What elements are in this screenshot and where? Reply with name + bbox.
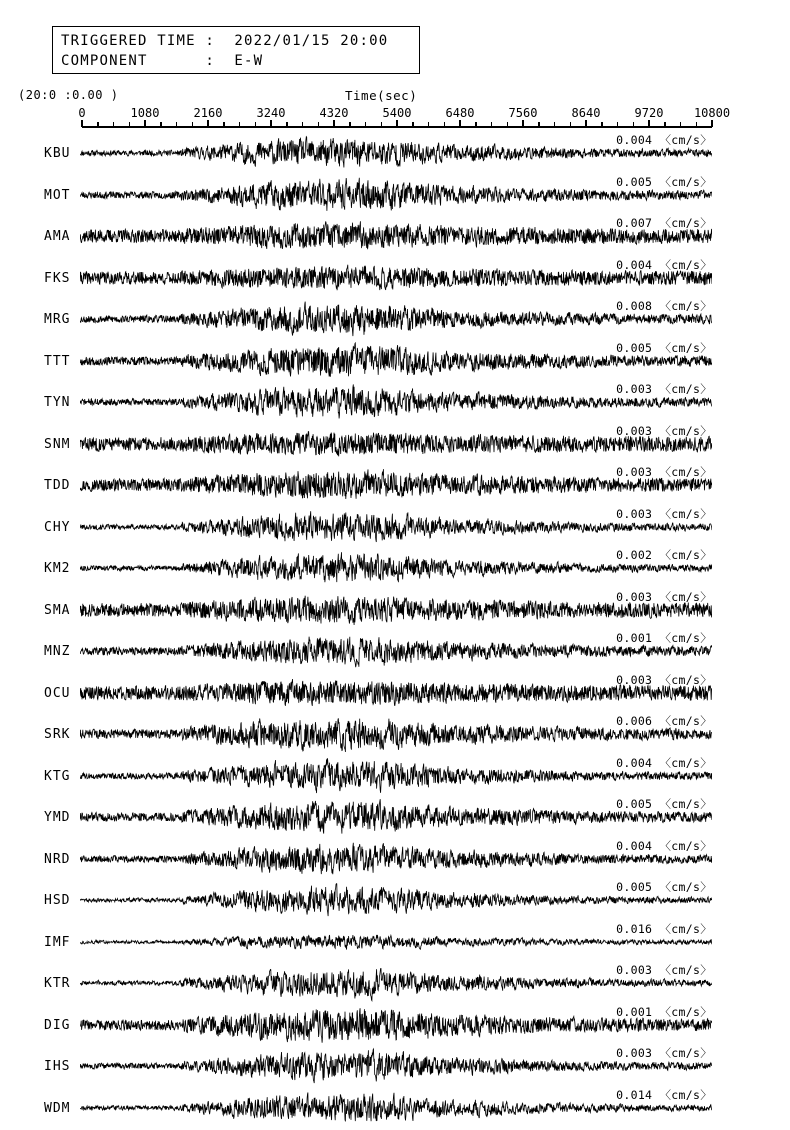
trace-waveform <box>80 383 712 424</box>
trace-station-label: KTG <box>44 769 70 784</box>
trace-station-label: TYN <box>44 395 70 410</box>
axis-tick-label: 4320 <box>320 106 349 120</box>
axis-minor-tick <box>239 122 241 127</box>
trace-station-label: TTT <box>44 354 70 369</box>
trace-row <box>0 508 790 550</box>
axis-minor-tick <box>255 122 257 127</box>
trace-amplitude-label: 0.005 〈cm/s〉 <box>616 796 712 812</box>
axis-tick-label: 0 <box>78 106 85 120</box>
axis-tick-label: 10800 <box>694 106 730 120</box>
axis-minor-tick <box>113 122 115 127</box>
trace-row <box>0 840 790 882</box>
axis-minor-tick <box>97 122 99 127</box>
component-line: COMPONENT : E-W <box>61 51 411 71</box>
trace-waveform <box>80 840 712 881</box>
trace-waveform <box>80 964 712 1005</box>
axis-tick-labels <box>0 106 790 122</box>
trace-station-label: HSD <box>44 893 70 908</box>
trace-waveform <box>80 342 712 383</box>
trace-row <box>0 134 790 176</box>
trace-station-label: SMA <box>44 603 70 618</box>
trace-station-label: MRG <box>44 312 70 327</box>
trace-station-label: MOT <box>44 188 70 203</box>
trace-waveform <box>80 1006 712 1047</box>
trace-amplitude-label: 0.005 〈cm/s〉 <box>616 174 712 190</box>
trace-list <box>0 134 790 1130</box>
axis-title: Time(sec) <box>345 88 417 103</box>
trace-amplitude-label: 0.002 〈cm/s〉 <box>616 547 712 563</box>
trace-station-label: FKS <box>44 271 70 286</box>
axis-tick-label: 1080 <box>131 106 160 120</box>
axis-tick-mark <box>648 120 650 127</box>
triggered-time-line: TRIGGERED TIME : 2022/01/15 20:00 <box>61 31 411 51</box>
trace-row <box>0 674 790 716</box>
trace-amplitude-label: 0.001 〈cm/s〉 <box>616 1004 712 1020</box>
trace-waveform <box>80 176 712 217</box>
axis-tick-mark <box>522 120 524 127</box>
trace-waveform <box>80 549 712 590</box>
trace-waveform <box>80 259 712 300</box>
trace-amplitude-label: 0.016 〈cm/s〉 <box>616 921 712 937</box>
trace-amplitude-label: 0.003 〈cm/s〉 <box>616 381 712 397</box>
axis-tick-mark <box>270 120 272 127</box>
axis-minor-tick <box>412 122 414 127</box>
axis-minor-tick <box>302 122 304 127</box>
trace-waveform <box>80 1089 712 1130</box>
axis-minor-tick <box>680 122 682 127</box>
trace-amplitude-label: 0.003 〈cm/s〉 <box>616 423 712 439</box>
trace-amplitude-label: 0.004 〈cm/s〉 <box>616 132 712 148</box>
trace-row <box>0 1006 790 1048</box>
trace-amplitude-label: 0.004 〈cm/s〉 <box>616 838 712 854</box>
trace-row <box>0 549 790 591</box>
trace-amplitude-label: 0.003 〈cm/s〉 <box>616 589 712 605</box>
trace-station-label: SNM <box>44 437 70 452</box>
trace-waveform <box>80 425 712 466</box>
trace-row <box>0 757 790 799</box>
trace-amplitude-label: 0.004 〈cm/s〉 <box>616 257 712 273</box>
trace-waveform <box>80 757 712 798</box>
trace-row <box>0 466 790 508</box>
axis-minor-tick <box>444 122 446 127</box>
trace-row <box>0 591 790 633</box>
axis-tick-mark <box>396 120 398 127</box>
trace-row <box>0 923 790 965</box>
trace-amplitude-label: 0.014 〈cm/s〉 <box>616 1087 712 1103</box>
axis-minor-tick <box>475 122 477 127</box>
trace-amplitude-label: 0.005 〈cm/s〉 <box>616 879 712 895</box>
trace-waveform <box>80 674 712 715</box>
trace-station-label: KM2 <box>44 561 70 576</box>
trace-amplitude-label: 0.006 〈cm/s〉 <box>616 713 712 729</box>
axis-minor-tick <box>318 122 320 127</box>
trace-waveform <box>80 1047 712 1088</box>
trace-waveform <box>80 134 712 175</box>
axis-minor-tick <box>286 122 288 127</box>
trace-row <box>0 425 790 467</box>
trace-row <box>0 1089 790 1130</box>
axis-minor-tick <box>176 122 178 127</box>
trace-station-label: TDD <box>44 478 70 493</box>
trace-station-label: KBU <box>44 146 70 161</box>
axis-tick-label: 9720 <box>635 106 664 120</box>
axis-minor-tick <box>554 122 556 127</box>
axis-minor-tick <box>601 122 603 127</box>
trace-row <box>0 798 790 840</box>
axis-minor-tick <box>192 122 194 127</box>
trace-row <box>0 964 790 1006</box>
trace-amplitude-label: 0.003 〈cm/s〉 <box>616 464 712 480</box>
axis-tick-label: 2160 <box>194 106 223 120</box>
axis-minor-tick <box>617 122 619 127</box>
axis-start-time-label: (20:0 :0.00 ) <box>18 88 118 102</box>
trace-waveform <box>80 508 712 549</box>
trace-amplitude-label: 0.001 〈cm/s〉 <box>616 630 712 646</box>
trace-amplitude-label: 0.004 〈cm/s〉 <box>616 755 712 771</box>
trace-row <box>0 1047 790 1089</box>
trace-row <box>0 259 790 301</box>
axis-tick-label: 6480 <box>446 106 475 120</box>
axis-minor-tick <box>381 122 383 127</box>
trace-station-label: DIG <box>44 1018 70 1033</box>
axis-minor-tick <box>428 122 430 127</box>
axis-tick-mark <box>207 120 209 127</box>
axis-minor-tick <box>696 122 698 127</box>
axis-tick-label: 7560 <box>509 106 538 120</box>
trace-amplitude-label: 0.003 〈cm/s〉 <box>616 506 712 522</box>
trace-station-label: AMA <box>44 229 70 244</box>
axis-tick-mark <box>585 120 587 127</box>
axis-minor-tick <box>491 122 493 127</box>
trace-amplitude-label: 0.008 〈cm/s〉 <box>616 298 712 314</box>
axis-tick-mark <box>81 120 83 127</box>
trace-station-label: YMD <box>44 810 70 825</box>
axis-minor-tick <box>160 122 162 127</box>
axis-tick-mark <box>711 120 713 127</box>
trace-waveform <box>80 300 712 341</box>
trace-station-label: OCU <box>44 686 70 701</box>
trace-station-label: IHS <box>44 1059 70 1074</box>
axis-tick-mark <box>333 120 335 127</box>
trace-waveform <box>80 923 712 964</box>
axis-minor-tick <box>664 122 666 127</box>
axis-minor-tick <box>507 122 509 127</box>
trace-waveform <box>80 881 712 922</box>
trace-station-label: MNZ <box>44 644 70 659</box>
axis-minor-tick <box>349 122 351 127</box>
trace-row <box>0 632 790 674</box>
axis-minor-tick <box>365 122 367 127</box>
trace-waveform <box>80 217 712 258</box>
axis-minor-tick <box>633 122 635 127</box>
trace-station-label: CHY <box>44 520 70 535</box>
trace-amplitude-label: 0.003 〈cm/s〉 <box>616 962 712 978</box>
header-box <box>52 26 420 74</box>
trace-waveform <box>80 466 712 507</box>
axis-minor-tick <box>223 122 225 127</box>
trace-amplitude-label: 0.003 〈cm/s〉 <box>616 672 712 688</box>
trace-row <box>0 300 790 342</box>
axis-tick-label: 5400 <box>383 106 412 120</box>
trace-waveform <box>80 591 712 632</box>
trace-waveform <box>80 798 712 839</box>
trace-station-label: SRK <box>44 727 70 742</box>
trace-row <box>0 176 790 218</box>
trace-station-label: IMF <box>44 935 70 950</box>
axis-tick-label: 3240 <box>257 106 286 120</box>
trace-row <box>0 715 790 757</box>
trace-row <box>0 217 790 259</box>
trace-waveform <box>80 632 712 673</box>
trace-station-label: WDM <box>44 1101 70 1116</box>
trace-amplitude-label: 0.007 〈cm/s〉 <box>616 215 712 231</box>
axis-tick-mark <box>144 120 146 127</box>
trace-amplitude-label: 0.003 〈cm/s〉 <box>616 1045 712 1061</box>
trace-amplitude-label: 0.005 〈cm/s〉 <box>616 340 712 356</box>
trace-row <box>0 383 790 425</box>
trace-station-label: NRD <box>44 852 70 867</box>
axis-tick-mark <box>459 120 461 127</box>
axis-tick-label: 8640 <box>572 106 601 120</box>
trace-row <box>0 881 790 923</box>
axis-minor-tick <box>129 122 131 127</box>
axis-minor-tick <box>538 122 540 127</box>
trace-station-label: KTR <box>44 976 70 991</box>
axis-minor-tick <box>570 122 572 127</box>
trace-row <box>0 342 790 384</box>
trace-waveform <box>80 715 712 756</box>
